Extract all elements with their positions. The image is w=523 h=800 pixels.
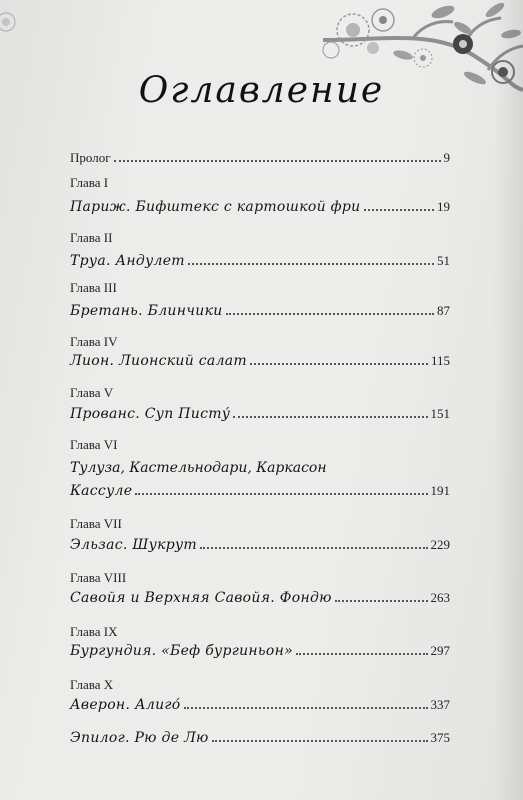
dot-leader bbox=[250, 362, 428, 365]
toc-page-number: 229 bbox=[430, 537, 450, 552]
toc-entry-chapter-3[interactable] bbox=[70, 303, 450, 319]
toc-page-number: 51 bbox=[437, 253, 450, 268]
toc-page-number: 87 bbox=[437, 303, 450, 318]
toc-entry-title: Кассуле bbox=[70, 483, 133, 499]
chapter-label: Глава II bbox=[70, 230, 113, 245]
chapter-label: Глава VI bbox=[70, 437, 118, 452]
toc-entry-chapter-2[interactable] bbox=[70, 253, 450, 269]
toc-entry-title: Прованс. Суп Писту́ bbox=[70, 406, 231, 422]
chapter-label: Глава IX bbox=[70, 624, 118, 639]
chapter-label: Глава I bbox=[70, 175, 109, 190]
toc-entry-title: Бретань. Блинчики bbox=[70, 303, 223, 319]
dot-leader bbox=[188, 262, 434, 265]
toc-entry-title-line-1[interactable]: Тулуза, Кастельнодари, Каркасон bbox=[70, 460, 327, 476]
dot-leader bbox=[226, 312, 434, 315]
toc-page-number: 337 bbox=[430, 697, 450, 712]
toc-page-number: 9 bbox=[443, 150, 450, 165]
toc-entry-chapter-8[interactable] bbox=[70, 590, 450, 606]
page-title: Оглавление bbox=[138, 70, 385, 111]
toc-entry-epilogue[interactable] bbox=[70, 730, 450, 746]
toc-page-number: 297 bbox=[430, 643, 450, 658]
dot-leader bbox=[233, 415, 427, 418]
dot-leader bbox=[200, 546, 428, 549]
toc-entry-title: Эпилог. Рю де Лю bbox=[70, 730, 209, 746]
toc-entry-title: Пролог bbox=[70, 150, 111, 165]
toc-entry-title: Труа. Андулет bbox=[70, 253, 185, 269]
toc-page-number: 375 bbox=[430, 730, 450, 745]
dot-leader bbox=[135, 492, 427, 495]
toc-entry-chapter-10[interactable] bbox=[70, 697, 450, 713]
toc-page-number: 115 bbox=[430, 353, 450, 368]
chapter-label: Глава III bbox=[70, 280, 117, 295]
toc-entry-title: Эльзас. Шукрут bbox=[70, 537, 197, 553]
chapter-label: Глава V bbox=[70, 385, 114, 400]
toc-entry-chapter-1[interactable] bbox=[70, 199, 450, 215]
toc-entry-title: Савойя и Верхняя Савойя. Фондю bbox=[70, 590, 332, 606]
chapter-label: Глава X bbox=[70, 677, 114, 692]
dot-leader bbox=[335, 599, 428, 602]
dot-leader bbox=[364, 208, 434, 211]
toc-entry-title: Аверон. Алиго́ bbox=[70, 697, 181, 713]
chapter-label: Глава IV bbox=[70, 334, 118, 349]
dot-leader bbox=[296, 652, 428, 655]
chapter-label: Глава VII bbox=[70, 516, 122, 531]
dot-leader bbox=[114, 159, 441, 162]
toc-entry-chapter-7[interactable] bbox=[70, 537, 450, 553]
toc-entry-chapter-4[interactable] bbox=[70, 353, 450, 369]
toc-entry-title: Бургундия. «Беф бургиньон» bbox=[70, 643, 293, 659]
toc-entry-chapter-6[interactable] bbox=[70, 483, 450, 499]
dot-leader bbox=[212, 739, 428, 742]
toc-entry-title: Париж. Бифштекс с картошкой фри bbox=[70, 199, 361, 215]
toc-entry-chapter-9[interactable] bbox=[70, 643, 450, 659]
toc-entry-chapter-5[interactable] bbox=[70, 406, 450, 422]
toc-entry-prologue[interactable] bbox=[70, 150, 450, 166]
chapter-label: Глава VIII bbox=[70, 570, 127, 585]
toc-page-number: 151 bbox=[430, 406, 450, 421]
toc-entry-title: Лион. Лионский салат bbox=[70, 353, 248, 369]
toc-page-number: 263 bbox=[430, 590, 450, 605]
toc-page-number: 19 bbox=[437, 199, 450, 214]
dot-leader bbox=[184, 706, 428, 709]
toc-page-number: 191 bbox=[430, 483, 450, 498]
